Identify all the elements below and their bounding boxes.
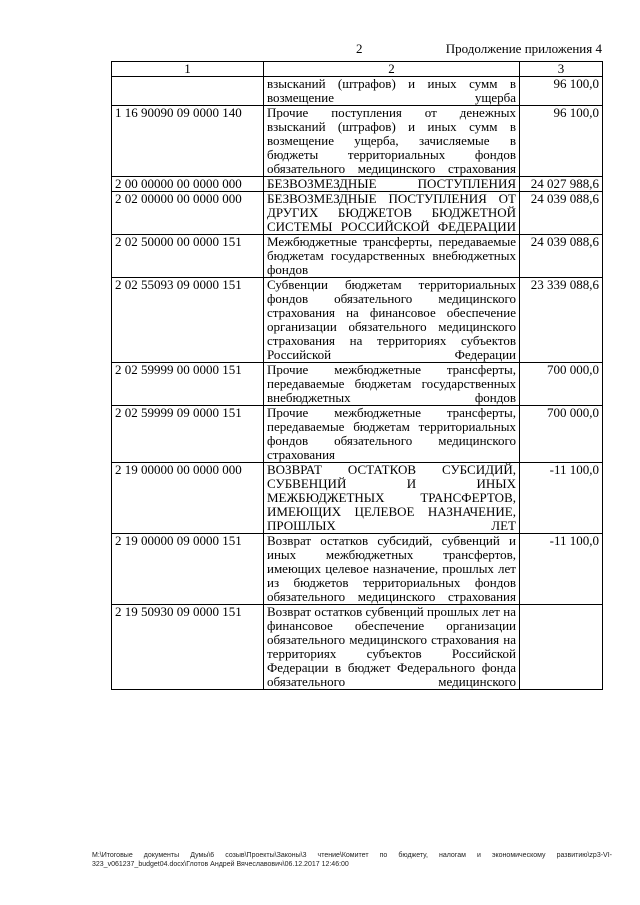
amount: 96 100,0 — [520, 77, 603, 106]
budget-code: 2 02 00000 00 0000 000 — [112, 192, 264, 235]
amount: 24 027 988,6 — [520, 177, 603, 192]
table-row — [112, 177, 603, 192]
table-row — [112, 106, 603, 177]
revenue-name: Возврат остатков субсидий, субвенций и иных межбюджетных трансфертов, имеющих целевое назначение, прошлых лет из бюджетов территориальных фондов обязательного медицинского страхования — [264, 534, 520, 605]
revenue-name: Прочие межбюджетные трансферты, передаваемые бюджетам государственных внебюджетных фондов — [264, 363, 520, 406]
revenue-name: Субвенции бюджетам территориальных фондов обязательного медицинского страхования на финансовое обеспечение организации обязательного медицинского страхования на территориях субъектов Российской Федерации — [264, 278, 520, 363]
column-number: 2 — [264, 62, 520, 77]
revenue-name: Прочие межбюджетные трансферты, передаваемые бюджетам территориальных фондов обязательного медицинского страхования — [264, 406, 520, 463]
revenue-name: взысканий (штрафов) и иных сумм в возмещение ущерба — [264, 77, 520, 106]
budget-code: 1 16 90090 09 0000 140 — [112, 106, 264, 177]
budget-code: 2 02 59999 09 0000 151 — [112, 406, 264, 463]
table-row — [112, 463, 603, 534]
budget-code: 2 02 59999 00 0000 151 — [112, 363, 264, 406]
table-row — [112, 605, 603, 690]
appendix-continuation-label: Продолжение приложения 4 — [445, 41, 602, 56]
budget-code: 2 19 00000 00 0000 000 — [112, 463, 264, 534]
amount: 700 000,0 — [520, 363, 603, 406]
document-path-footer: M:\Итоговые документы Думы\6 созыв\Проекты\Законы\3 чтение\Комитет по бюджету, налогам и экономическому развитию\zp3-VI-323_v061237_budget04.docx\Глотов Андрей Вячеславович\06.12.2017 12:46:00 — [92, 852, 612, 868]
budget-code: 2 02 55093 09 0000 151 — [112, 278, 264, 363]
amount: -11 100,0 — [520, 463, 603, 534]
column-number: 1 — [112, 62, 264, 77]
revenue-name: БЕЗВОЗМЕЗДНЫЕ ПОСТУПЛЕНИЯ — [264, 177, 520, 192]
column-number: 3 — [520, 62, 603, 77]
table-row — [112, 235, 603, 278]
budget-revenue-table — [111, 61, 603, 690]
amount: 96 100,0 — [520, 106, 603, 177]
budget-code — [112, 77, 264, 106]
budget-code: 2 19 00000 09 0000 151 — [112, 534, 264, 605]
amount: 24 039 088,6 — [520, 235, 603, 278]
page-number: 2 — [356, 41, 363, 56]
revenue-name: Возврат остатков субвенций прошлых лет на финансовое обеспечение организации обязательного медицинского страхования на территориях субъектов Российской Федерации в бюджет Федерального фонда обязательного медицинского — [264, 605, 520, 690]
revenue-name: БЕЗВОЗМЕЗДНЫЕ ПОСТУПЛЕНИЯ ОТ ДРУГИХ БЮДЖЕТОВ БЮДЖЕТНОЙ СИСТЕМЫ РОССИЙСКОЙ ФЕДЕРАЦИИ — [264, 192, 520, 235]
revenue-name: Межбюджетные трансферты, передаваемые бюджетам государственных внебюджетных фондов — [264, 235, 520, 278]
revenue-name: Прочие поступления от денежных взысканий (штрафов) и иных сумм в возмещение ущерба, зачисляемые в бюджеты территориальных фондов обязательного медицинского страхования — [264, 106, 520, 177]
table-row — [112, 77, 603, 106]
table-row — [112, 363, 603, 406]
budget-code: 2 19 50930 09 0000 151 — [112, 605, 264, 690]
amount — [520, 605, 603, 690]
table-row — [112, 534, 603, 605]
table-row — [112, 406, 603, 463]
budget-code: 2 00 00000 00 0000 000 — [112, 177, 264, 192]
amount: 700 000,0 — [520, 406, 603, 463]
amount: -11 100,0 — [520, 534, 603, 605]
table-row — [112, 192, 603, 235]
column-number-row — [112, 62, 603, 77]
revenue-name: ВОЗВРАТ ОСТАТКОВ СУБСИДИЙ, СУБВЕНЦИЙ И ИНЫХ МЕЖБЮДЖЕТНЫХ ТРАНСФЕРТОВ, ИМЕЮЩИХ ЦЕЛЕВОЕ НАЗНАЧЕНИЕ, ПРОШЛЫХ ЛЕТ — [264, 463, 520, 534]
budget-code: 2 02 50000 00 0000 151 — [112, 235, 264, 278]
table-row — [112, 278, 603, 363]
amount: 24 039 088,6 — [520, 192, 603, 235]
amount: 23 339 088,6 — [520, 278, 603, 363]
